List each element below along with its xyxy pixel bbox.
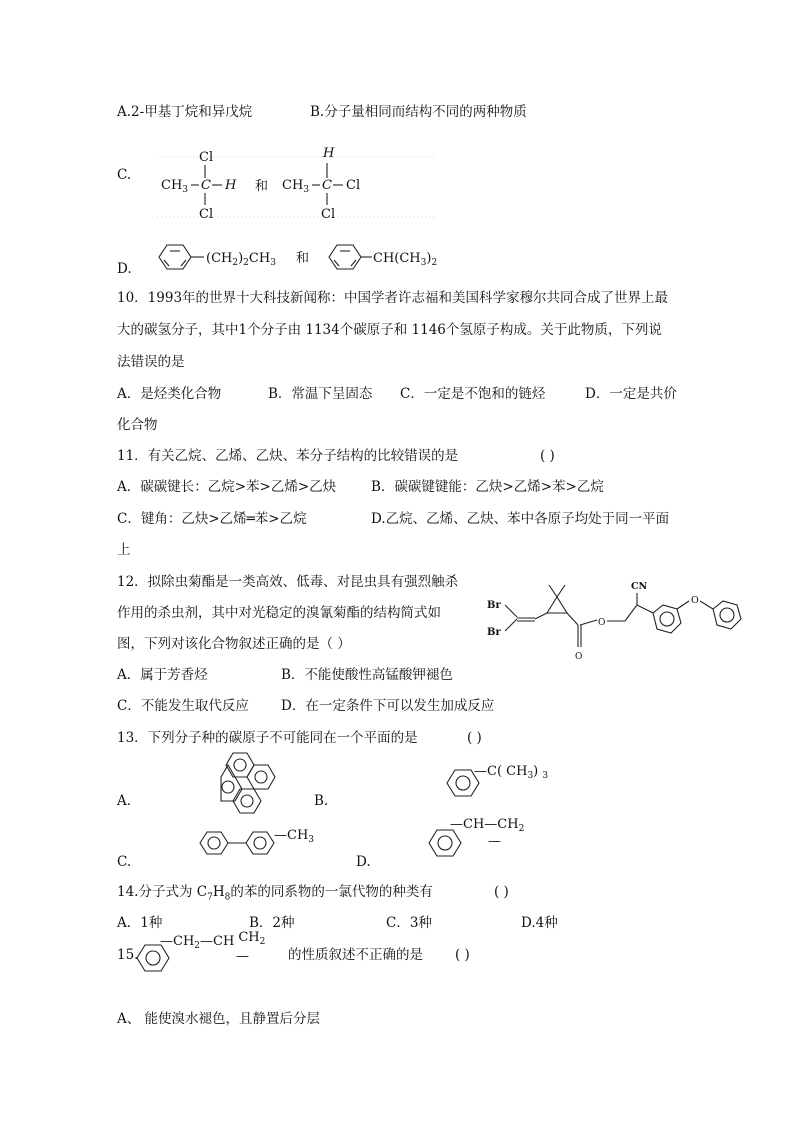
q9c-right-cl: Cl bbox=[346, 178, 361, 193]
q9c-right-bottom-cl: Cl bbox=[321, 207, 336, 222]
q12-stem-line2: 作用的杀虫剂，其中对光稳定的溴氰菊酯的结构简式如 bbox=[117, 605, 441, 621]
q12-br-top: Br bbox=[487, 600, 501, 611]
q9c-right-ch3: $CH_3$ bbox=[282, 178, 310, 195]
q15-option-a: A、 能使溴水褪色，且静置后分层 bbox=[117, 1011, 321, 1027]
q14-option-d: D.4种 bbox=[521, 915, 558, 931]
q11-option-b: B．碳碳键键能：乙炔>乙烯>苯>乙烷 bbox=[371, 479, 604, 495]
q12-ester-o: O bbox=[598, 618, 606, 628]
q12-ether-o: O bbox=[691, 595, 699, 606]
q9c-left-ch3: $CH_3$ bbox=[161, 178, 189, 195]
q9-option-c-label: C. bbox=[117, 167, 132, 183]
q13-option-b-label: B. bbox=[314, 793, 329, 809]
q9c-left-top-cl: Cl bbox=[199, 150, 214, 165]
q15-bond: — bbox=[236, 949, 249, 964]
q15-stem: 的性质叙述不正确的是 bbox=[288, 947, 423, 963]
q12-br-bottom: Br bbox=[487, 627, 501, 638]
q10-stem-line3: 法错误的是 bbox=[117, 354, 185, 370]
q12-phenyl-ring-2 bbox=[713, 601, 741, 629]
q15-answer-paren: ( ) bbox=[455, 947, 470, 963]
q9c-left-c: C bbox=[201, 178, 211, 193]
q11-option-a: A．碳碳键长：乙烷>苯>乙烯>乙炔 bbox=[117, 479, 337, 495]
q9-option-b: B.分子量相同而结构不同的两种物质 bbox=[310, 104, 527, 120]
q9c-right-top-h: H bbox=[323, 146, 335, 161]
q10-stem-line2: 大的碳氢分子，其中1个分子由 1134个碳原子和 1146个氢原子构成。关于此物质，下列说 bbox=[117, 322, 662, 338]
q15-chain: $—CH_2—CH$ $CH_2$ bbox=[160, 930, 266, 951]
q10-option-c: C．一定是不饱和的链烃 bbox=[400, 386, 546, 402]
q12-cn: CN bbox=[631, 581, 648, 592]
q9c-and: 和 bbox=[255, 179, 269, 194]
q12-carbonyl-o: O bbox=[575, 652, 583, 662]
q13c-group: $—CH_3$ bbox=[274, 828, 315, 845]
q13-option-c-label: C. bbox=[117, 854, 132, 870]
q11-option-c: C．键角：乙炔>乙烯═苯>乙烷 bbox=[117, 511, 307, 527]
q14-option-b: B．2种 bbox=[249, 915, 295, 931]
q9d-right-benzene-ring bbox=[329, 245, 361, 269]
q13d-bond: — bbox=[488, 834, 501, 849]
q11-option-d-cont: 上 bbox=[117, 542, 131, 558]
q13-option-a-pyrene bbox=[208, 745, 278, 835]
q10-stem-line1: 10．1993年的世界十大科技新闻称：中国学者许志福和美国科学家穆尔共同合成了世界上最 bbox=[117, 290, 669, 306]
q9-option-c-structures bbox=[155, 145, 445, 225]
q9-option-d-structures bbox=[150, 240, 450, 274]
q13-option-b-tertbutylbenzene bbox=[442, 760, 592, 810]
q14-stem: 14.分子式为 $C_7H_8$的苯的同系物的一氯代物的种类有 bbox=[117, 884, 433, 903]
q12-phenyl-ring-1 bbox=[653, 605, 681, 633]
q14-option-a: A．1种 bbox=[117, 915, 163, 931]
q15-number: 15. bbox=[117, 947, 139, 963]
q15-allylbenzene-structure bbox=[132, 928, 282, 980]
q9-option-d-label: D. bbox=[117, 261, 132, 277]
q9d-and: 和 bbox=[296, 251, 310, 266]
q11-stem: 11．有关乙烷、乙烯、乙炔、苯分子结构的比较错误的是 bbox=[117, 448, 459, 464]
q13-option-a-label: A． bbox=[117, 793, 141, 809]
q9c-left-bottom-cl: Cl bbox=[199, 207, 214, 222]
q9d-left-chain: $(CH_2)_2CH_3$ bbox=[206, 251, 276, 268]
q9d-left-benzene-ring bbox=[159, 245, 191, 269]
q9c-left-h: H bbox=[225, 178, 237, 193]
q12-deltamethrin-structure bbox=[485, 575, 755, 665]
q11-option-d: D.乙烷、乙烯、乙炔、苯中各原子均处于同一平面 bbox=[371, 511, 670, 527]
q12-stem-line1: 12．拟除虫菊酯是一类高效、低毒、对昆虫具有强烈触杀 bbox=[117, 574, 459, 590]
q13d-chain: $—CH—CH_2$ bbox=[450, 817, 525, 834]
q11-answer-paren: ( ) bbox=[540, 448, 555, 464]
q13-option-c-methylbiphenyl bbox=[196, 823, 326, 863]
q13-option-d-styrene bbox=[424, 813, 564, 863]
q14-option-c: C．3种 bbox=[386, 915, 432, 931]
q14-answer-paren: ( ) bbox=[494, 884, 509, 900]
q12-option-c: C．不能发生取代反应 bbox=[117, 698, 249, 714]
q9d-right-chain: $CH(CH_3)_2$ bbox=[373, 251, 438, 268]
q9-option-a: A.2-甲基丁烷和异戊烷 bbox=[117, 104, 253, 120]
q12-cyclopropane-ring bbox=[547, 597, 567, 613]
q12-option-a: A．属于芳香烃 bbox=[117, 667, 208, 683]
q10-option-d-cont: 化合物 bbox=[117, 417, 158, 433]
q10-option-d: D．一定是共价 bbox=[585, 386, 677, 402]
q10-option-b: B．常温下呈固态 bbox=[268, 386, 373, 402]
q13b-group: —C( $CH_3$) $_3$ bbox=[474, 764, 549, 781]
q12-stem-line3: 图，下列对该化合物叙述正确的是（ ） bbox=[117, 636, 351, 652]
q13-option-d-label: D. bbox=[356, 854, 371, 870]
q10-option-a: A．是烃类化合物 bbox=[117, 386, 222, 402]
q13-stem: 13．下列分子种的碳原子不可能同在一个平面的是 bbox=[117, 730, 418, 746]
q13-answer-paren: ( ) bbox=[467, 730, 482, 746]
q9c-right-c: C bbox=[322, 178, 332, 193]
q12-option-d: D．在一定条件下可以发生加成反应 bbox=[281, 698, 495, 714]
q12-option-b: B．不能使酸性高锰酸钾褪色 bbox=[281, 667, 453, 683]
